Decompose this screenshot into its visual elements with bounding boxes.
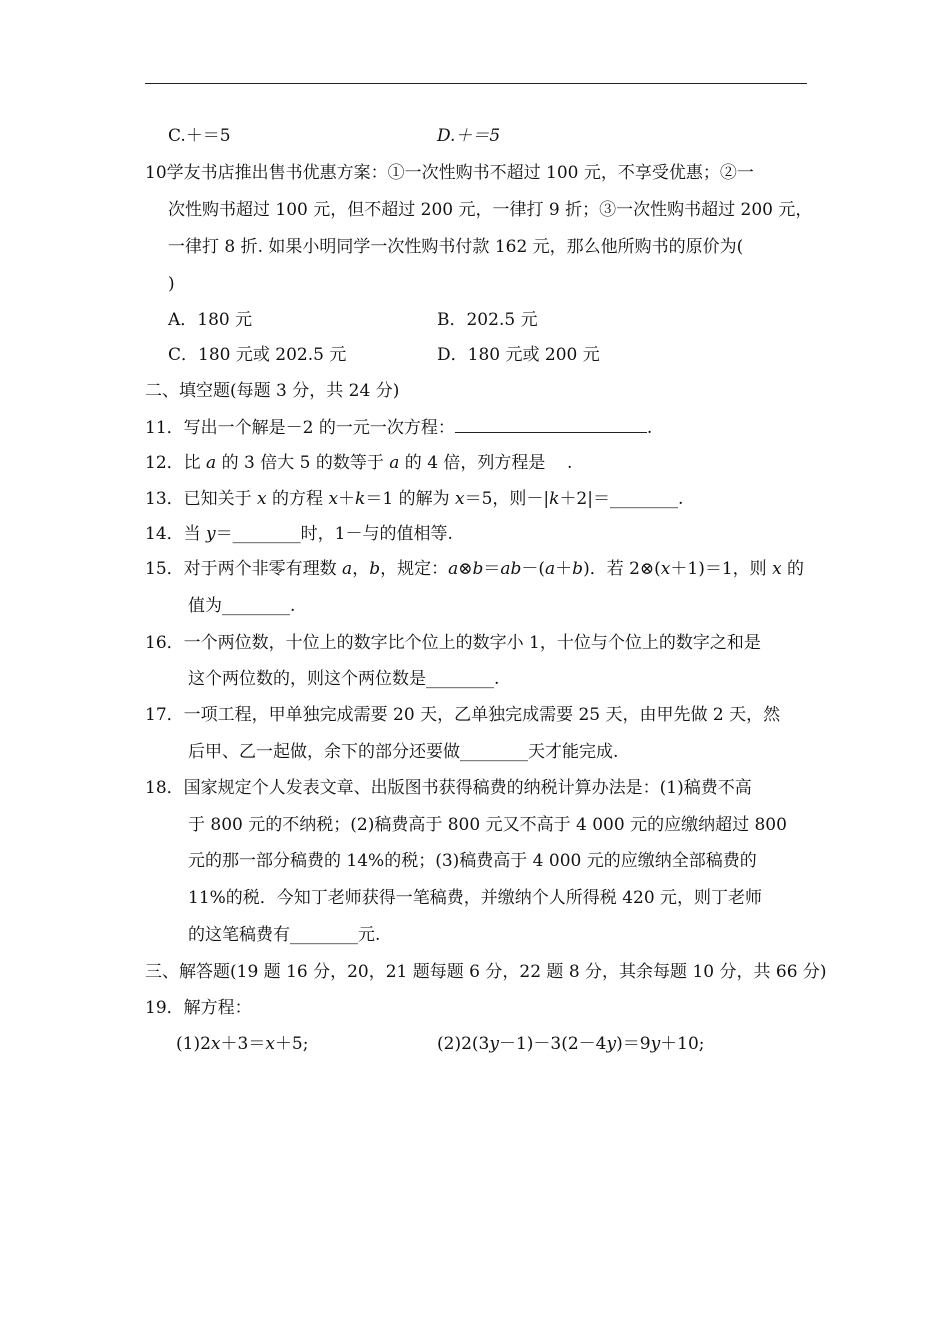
q12 [145,451,572,475]
q18-line1: 18．国家规定个人发表文章、出版图书获得稿费的纳税计算办法是：(1)稿费不高 [145,778,752,798]
q13-var-x: x [257,489,267,509]
q13-var-x2: x [328,489,339,509]
q13-text-f: ＋2|＝________. [559,489,684,509]
q17-line1: 17．一项工程，甲单独完成需要 20 天，乙单独完成需要 25 天，由甲先做 2 天，然 [145,705,781,725]
q12-text-b: 的 3 倍大 5 的数等于 [216,453,390,473]
q10-option-b: B．202.5 元 [437,310,538,330]
q19-p2-c: )＝9 [616,1034,651,1054]
q15-line2: 值为________. [188,596,296,616]
q10-line2: 次性购书超过 100 元，但不超过 200 元，一律打 9 折；③一次性购书超过 200 元， [168,200,813,220]
q15-t-g: ⊗ [458,559,473,579]
q14-text-a: 14．当 [145,524,207,544]
q13-text-c: ＋ [338,489,356,509]
q13 [145,487,683,511]
q16-line2: 这个两位数的，则这个两位数是________. [188,669,500,689]
q10-option-c: C．180 元或 202.5 元 [168,345,347,365]
q15-t-n: b [572,559,584,579]
q18-line2: 于 800 元的不纳税；(2)稿费高于 800 元又不高于 4 000 元的应缴纳超过 800 [188,815,787,835]
q11 [145,415,652,440]
q12-text-a: 12．比 [145,453,207,473]
q13-var-x3: x [454,489,465,509]
q16-line1: 16．一个两位数，十位上的数字比个位上的数字小 1，十位与个位上的数字之和是 [145,633,761,653]
q17-line2: 后甲、乙一起做，余下的部分还要做________天才能完成. [188,742,619,762]
section-3-heading: 三、解答题(19 题 16 分，20，21 题每题 6 分，22 题 8 分，其余每题 10 分，共 66 分) [145,962,827,982]
q15-t-m: ＋ [555,559,573,579]
q19-p1-c: ＋5; [274,1034,309,1054]
q13-text-d: ＝1 的解为 [365,489,455,509]
q19-part1 [176,1032,308,1056]
q12-var-a2: a [389,453,400,473]
q19-p2-b: －1)－3(2－4 [498,1034,607,1054]
q15-t-j: ab [500,559,522,579]
q15-t-r: x [772,559,782,579]
q15-t-p: x [660,559,671,579]
q10-option-a: A．180 元 [168,310,253,330]
q15-t-e: ，规定： [380,559,449,579]
q14-var-y: y [206,524,216,544]
q18-line3: 元的那一部分稿费的 14%的税；(3)稿费高于 4 000 元的应缴纳全部稿费的 [188,851,757,871]
q12-text-c: 的 4 倍，列方程是 . [399,453,573,473]
q19-title: 19．解方程： [145,998,252,1018]
q15-t-s: 的 [781,559,805,579]
q19-p2-y: y [489,1034,499,1054]
q13-var-k2: k [549,489,560,509]
q15-t-i: ＝ [483,559,501,579]
q14 [145,522,453,546]
q13-text-e: ＝5，则－| [464,489,550,509]
q13-text-a: 13．已知关于 [145,489,258,509]
q15-t-l: a [545,559,556,579]
q19-p2-y2: y [606,1034,617,1054]
q14-text-b: ＝________时，1－与的值相等. [215,524,453,544]
q19-p2-d: ＋10; [660,1034,705,1054]
q9-option-d: D.＋＝5 [437,126,501,146]
q10-option-d: D．180 元或 200 元 [437,345,600,365]
q15-t-c: ， [352,559,370,579]
q15-t-d: b [369,559,381,579]
q11-text: 11．写出一个解是－2 的一元一次方程： [145,418,455,438]
q10-line3: 一律打 8 折. 如果小明同学一次性购书付款 162 元，那么他所购书的原价为( [168,237,744,257]
q18-line5: 的这笔稿费有________元. [188,925,381,945]
q15-t-k: －( [521,559,546,579]
section-2-heading: 二、填空题(每题 3 分，共 24 分) [145,381,400,401]
q19-p2-y3: y [650,1034,661,1054]
q15-t-o: )．若 2⊗( [583,559,661,579]
q11-answer-blank [455,415,647,433]
q9-option-c: C.＋＝5 [168,126,231,146]
q19-p1-x2: x [265,1034,275,1054]
q13-var-k: k [355,489,366,509]
q10-text-1: 学友书店推出售书优惠方案：①一次性购书不超过 100 元，不享受优惠；②一 [166,163,754,183]
header-rule [145,83,807,84]
q11-period: . [646,418,653,438]
q10-line4: ) [168,274,175,294]
q15-t-a: 15．对于两个非零有理数 [145,559,343,579]
q15-t-b: a [342,559,353,579]
q13-text-b: 的方程 [266,489,329,509]
q19-part2 [437,1032,705,1056]
q10-line1 [145,161,754,185]
q15-line1 [145,557,804,581]
q10-number: 10 [145,163,167,183]
q18-line4: 11%的税．今知丁老师获得一笔稿费，并缴纳个人所得税 420 元，则丁老师 [188,888,763,908]
q15-t-h: b [472,559,484,579]
q19-p1-b: ＋3＝ [220,1034,266,1054]
q12-var-a: a [206,453,217,473]
q15-t-q: ＋1)＝1，则 [670,559,773,579]
q19-p1-a: (1)2 [176,1034,211,1054]
q19-p1-x: x [210,1034,221,1054]
q15-t-f: a [448,559,459,579]
q19-p2-a: (2)2(3 [437,1034,490,1054]
